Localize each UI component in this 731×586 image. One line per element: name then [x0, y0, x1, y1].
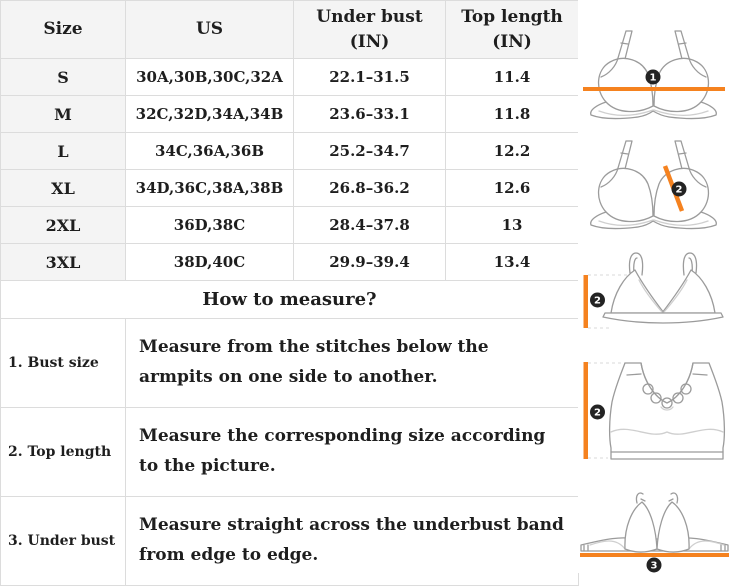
bust-measure-line — [583, 87, 725, 91]
top-length-cell: 11.8 — [446, 96, 579, 133]
us-cell: 36D,38C — [126, 207, 294, 244]
under-bust-cell: 28.4–37.8 — [294, 207, 446, 244]
under-bust-cell: 22.1–31.5 — [294, 59, 446, 96]
badge-3 — [647, 558, 662, 573]
svg-text:1: 1 — [649, 72, 657, 84]
how-to-measure-title: How to measure? — [1, 281, 579, 319]
svg-text:2: 2 — [675, 184, 683, 196]
under-bust-cell: 23.6–33.1 — [294, 96, 446, 133]
us-cell: 34C,36A,36B — [126, 133, 294, 170]
table-row — [1, 207, 579, 244]
badge-2 — [672, 182, 687, 197]
bralette-illustration — [578, 250, 731, 336]
us-cell: 32C,32D,34A,34B — [126, 96, 294, 133]
under-bust-measure-line — [580, 553, 729, 557]
top-length-measure-line — [584, 362, 589, 459]
col-header-under-bust: Under bust (IN) — [294, 1, 446, 59]
svg-text:3: 3 — [650, 560, 658, 572]
measure-description: Measure straight across the underbust band from edge to edge. — [126, 497, 579, 586]
top-length-cell: 12.6 — [446, 170, 579, 207]
col-header-top-length: Top length (IN) — [446, 1, 579, 59]
us-cell: 38D,40C — [126, 244, 294, 281]
top-length-cell: 13 — [446, 207, 579, 244]
measure-row — [1, 319, 579, 408]
size-cell: L — [1, 133, 126, 170]
table-row — [1, 244, 579, 281]
measure-label: 3. Under bust — [1, 497, 126, 586]
measure-description: Measure the corresponding size according to the picture. — [126, 408, 579, 497]
table-row — [1, 170, 579, 207]
measure-row — [1, 497, 579, 586]
top-length-cell: 12.2 — [446, 133, 579, 170]
top-length-cell: 13.4 — [446, 244, 579, 281]
bra-front-bust-illustration — [578, 28, 731, 120]
table-row — [1, 96, 579, 133]
size-cell: 3XL — [1, 244, 126, 281]
measure-label: 1. Bust size — [1, 319, 126, 408]
us-cell: 30A,30B,30C,32A — [126, 59, 294, 96]
svg-text:2: 2 — [594, 295, 601, 307]
size-cell: M — [1, 96, 126, 133]
how-to-measure-row — [1, 281, 579, 319]
top-length-cell: 11.4 — [446, 59, 579, 96]
under-bust-cell: 25.2–34.7 — [294, 133, 446, 170]
size-cell: S — [1, 59, 126, 96]
measure-description: Measure from the stitches below the armpits on one side to another. — [126, 319, 579, 408]
badge-2 — [590, 293, 605, 308]
measure-row — [1, 408, 579, 497]
bra-front-diagonal-illustration — [578, 138, 731, 230]
badge-2 — [590, 405, 605, 420]
measurement-illustrations — [578, 0, 731, 573]
measure-label: 2. Top length — [1, 408, 126, 497]
under-bust-cell: 26.8–36.2 — [294, 170, 446, 207]
svg-text:2: 2 — [594, 407, 601, 419]
us-cell: 34D,36C,38A,38B — [126, 170, 294, 207]
under-bust-cell: 29.9–39.4 — [294, 244, 446, 281]
table-row — [1, 59, 579, 96]
sports-bra-illustration — [578, 360, 731, 464]
size-cell: 2XL — [1, 207, 126, 244]
col-header-us: US — [126, 1, 294, 59]
table-row — [1, 133, 579, 170]
badge-1 — [646, 70, 661, 85]
bra-flat-illustration — [578, 487, 731, 573]
table-header-row — [1, 1, 579, 59]
col-header-size: Size — [1, 1, 126, 59]
top-length-measure-line — [584, 275, 589, 328]
size-cell: XL — [1, 170, 126, 207]
